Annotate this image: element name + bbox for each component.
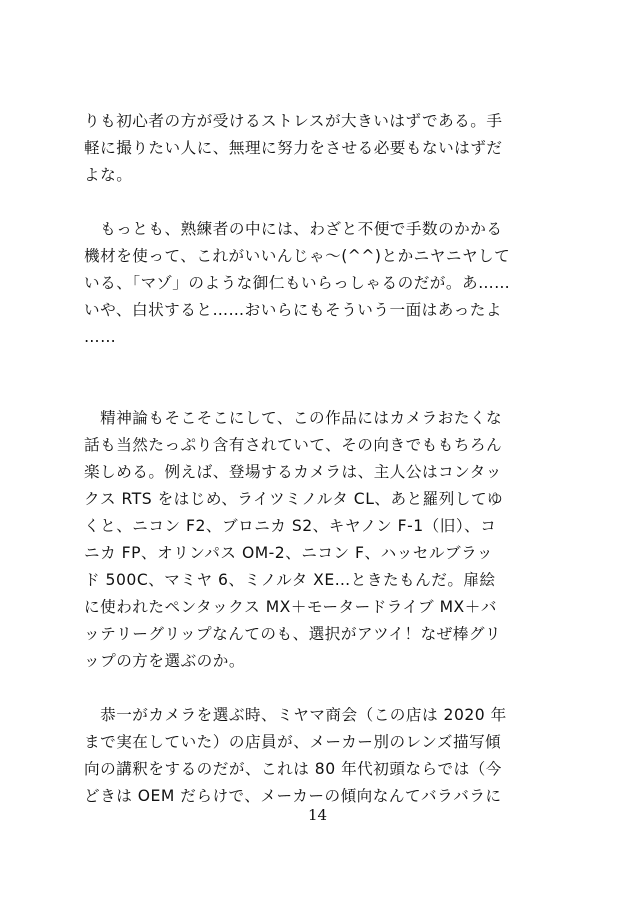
text-line: くと、ニコン F2、ブロニカ S2、キヤノン F-1（旧）、コ [84,517,497,535]
text-line: 向の講釈をするのだが、これは 80 年代初頭ならでは（今 [84,760,502,778]
paragraph-gap [84,378,554,405]
text-line: ップの方を選ぶのか。 [84,652,245,670]
body-text [84,108,554,810]
text-line: いる、「マゾ」のような御仁もいらっしゃるのだが。あ…… [84,274,511,292]
text-line: ド 500C、マミヤ 6、ミノルタ XE…ときたもんだ。扉絵 [84,571,496,589]
text-line: いや、白状すると……おいらにもそういう一面はあったよ [84,301,502,319]
text-line: クス RTS をはじめ、ライツミノルタ CL、あと羅列してゆ [84,490,504,508]
text-line: 恭一がカメラを選ぶ時、ミヤマ商会（この店は 2020 年 [84,706,507,724]
text-line: 軽に撮りたい人に、無理に努力をさせる必要もないはずだ [84,139,503,157]
text-line: 話も当然たっぷり含有されていて、その向きでももちろん [84,436,503,454]
text-line: 精神論もそこそこにして、この作品にはカメラおたくな [84,409,503,427]
text-line: に使われたペンタックス MX＋モータードライブ MX＋バ [84,598,497,616]
paragraph-gap [84,351,554,378]
paragraph-gap [84,189,554,216]
text-line: ニカ FP、オリンパス OM-2、ニコン F、ハッセルブラッ [84,544,493,562]
text-line: よな。 [84,166,133,184]
text-line: 機材を使って、これがいいんじゃ～(^^)とかニヤニヤして [84,247,511,265]
text-line: …… [84,328,117,346]
text-line: まで実在していた）の店員が、メーカー別のレンズ描写傾 [84,733,502,751]
paragraph-gap [84,675,554,702]
page-number: 14 [307,806,328,824]
text-line: 楽しめる。例えば、登場するカメラは、主人公はコンタッ [84,463,502,481]
text-line: もっとも、熟練者の中には、わざと不便で手数のかかる [84,220,503,238]
text-line: ッテリーグリップなんてのも、選択がアツイ！なぜ棒グリ [84,625,502,643]
text-line: りも初心者の方が受けるストレスが大きいはずである。手 [84,112,503,130]
text-line: どきは OEM だらけで、メーカーの傾向なんてバラバラに [84,787,502,805]
